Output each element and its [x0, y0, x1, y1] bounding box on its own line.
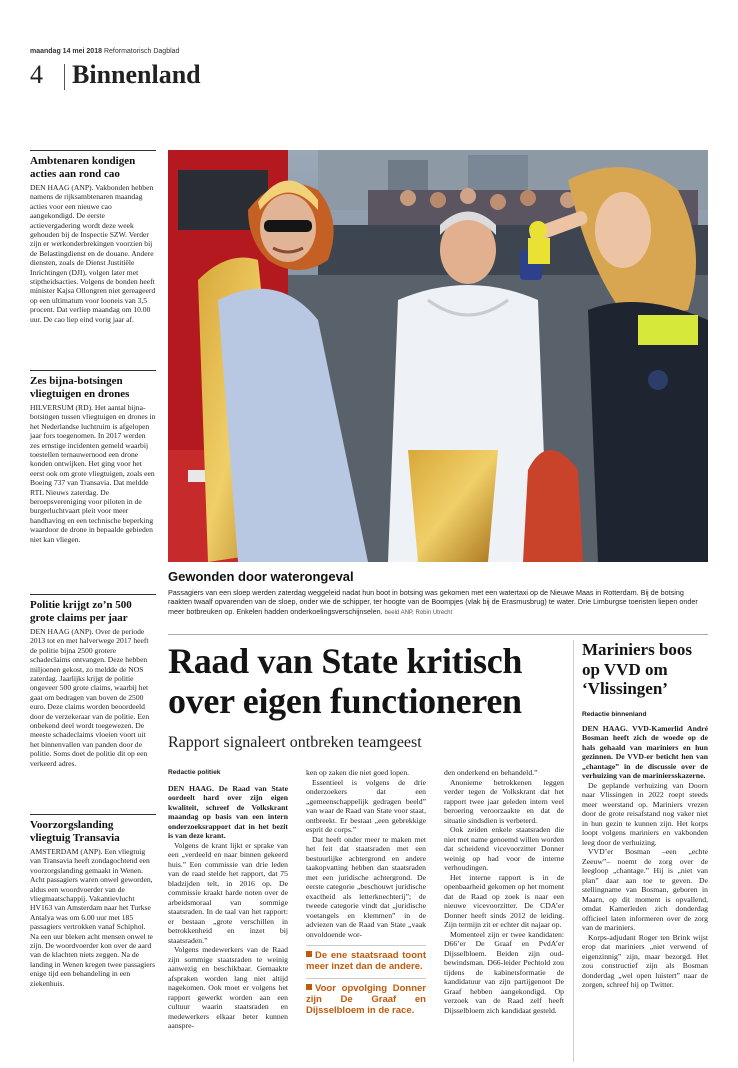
article-paragraph: Het interne rapport is in de openbaarheid gekomen op het moment dat de Raad op zoek is naar een nieuwe vicevoorzitter. De CDA’er Donner heeft sinds 2012 de leiding. Zijn termijn zit er echter dit najaar op. — [444, 872, 564, 929]
photo-illustration — [168, 150, 708, 562]
article-byline: Redactie politiek — [168, 769, 221, 776]
brief-title: Ambtenaren kondigen acties aan rond cao — [30, 155, 136, 180]
photo-title: Gewonden door waterongeval — [168, 569, 354, 584]
article-paragraph: Essentieel is volgens de drie onderzoekers dat een „gemeenschappelijk gedragen beeld” van waar de Raad van State voor staat, ontbreekt. Er bestaat „een gebrekkige esprit de corps.” — [306, 777, 426, 834]
brief-body: DEN HAAG (ANP). Over de periode 2013 tot en met halverwege 2017 heeft de politie bijna 2500 grotere schadeclaims ontvangen. Deze hebben miljoenen gekost, zo meldde de NOS zaterdag. Jaarlijks krijgt de politie ongeveer 500 grote claims, waarbij het gaat om bedragen van boven de 2500 euro. Deze claims worden beoordeeld door de verzekeraar van de politie. Een onbekend deel wordt toegewezen. De meeste schadeclaims vloeien voort uit het binnenvallen van panden door de politie. Soms doet de politie dit op een verkeerd adres. — [30, 627, 150, 768]
pull-quote — [306, 978, 426, 1016]
article-paragraph: den onderkend en behandeld.” — [444, 768, 538, 777]
photo-caption — [168, 588, 708, 618]
news-photo — [168, 150, 708, 562]
column-divider — [573, 640, 574, 1062]
divider — [168, 634, 708, 635]
article-paragraph: Momenteel zijn er twee kandidaten: D66’er De Graaf en PvdA’er Dijsselbloem. Beiden zijn oud-bewindsman. D66-leider Pechtold zou tijdens de kabinetsformatie de kandidatuur van zijn partijgenoot De Graaf hebben aangekondigd. Op verzoek van de Raad zelf heeft Dijsselbloem zich kandidaat gesteld. — [444, 929, 564, 1015]
article-paragraph: Anonieme betrokkenen leggen verder tegen de Volkskrant dat het rapport twee jaar geleden intern veel beroering veroorzaakte en dat de situatie sindsdien is verbeterd. — [444, 777, 564, 825]
article-lead: DEN HAAG. De Raad van State oordeelt hard over zijn eigen kwaliteit, schreef de Volkskrant maandag op basis van een intern onderzoeksrapport dat in het bezit is van deze krant. — [168, 783, 288, 840]
page-number: 4 — [30, 60, 43, 89]
brief-item — [30, 150, 156, 368]
side-headline: Mariniers boos op VVD om ‘Vlissingen’ — [582, 640, 693, 698]
side-article — [582, 640, 708, 990]
pull-quote-text: Voor opvolging Donner zijn De Graaf en Dijsselbloem in de race. — [306, 983, 426, 1016]
pull-quote — [306, 945, 426, 972]
article-paragraph: ken op zaken die niet goed lopen. — [306, 768, 410, 777]
photo-caption-text: Passagiers van een sloep werden zaterdag weggeleid nadat hun boot in botsing was gekomen met een watertaxi op de Nieuwe Maas in Rotterdam. Bij de botsing raakten twaalf opvarenden van de sloep, onder wie de schipper, ter hoogte van de Boompjes (vlak bij de Erasmusbrug) te water. Drie Limburgse toeristen liepen onder meer botbreuken op. Enkelen hadden onderkoelingsverschijnselen. — [168, 588, 698, 616]
article-paragraph: Ook zeiden enkele staatsraden die niet met name genoemd willen worden dat scheidend vicevoorzitter Donner weinig op had voor de interne verhoudingen. — [444, 825, 564, 872]
date: maandag 14 mei 2018 — [30, 48, 102, 55]
brief-title: Voorzorgslanding vliegtuig Transavia — [30, 819, 120, 844]
brief-item — [30, 814, 156, 1014]
article-paragraph: Volgens medewerkers van de Raad zijn sommige staatsraden te weinig aanwezig en beschikbaar. Gemaakte afspraken worden lang niet altijd nagekomen. Ook moet er volgens het rapport gewerkt worden aan een cultuur waarin staatsraden en medewerkers elkaar beter kunnen aanspre- — [168, 945, 288, 1030]
brief-title: Politie krijgt zo’n 500 grote claims per jaar — [30, 599, 132, 624]
side-lead: DEN HAAG. VVD-Kamerlid André Bosman heeft zich de woede op de hals gehaald van mariniers en hun gezinnen. De VVD-er beticht hen van „chantage” in de discussie over de verhuizing van de mariniersskazerne. — [582, 723, 708, 780]
pull-quote-text: De ene staatsraad toont meer inzet dan de andere. — [306, 950, 426, 972]
brief-item — [30, 370, 156, 592]
dateline — [30, 48, 179, 55]
article-column-2 — [306, 768, 426, 1022]
side-body — [582, 724, 708, 990]
side-byline: Redactie binnenland — [582, 710, 647, 718]
side-paragraph: Korps-adjudant Roger ten Brink wijst erop dat mariniers „niet verwend of eigenzinnig” zijn, maar bezorgd. Het zou constructief zijn als Bosman donderdag „wel open luistert” naar de zorgen, schreef hij op Twitter. — [582, 932, 708, 989]
brief-title: Zes bijna-botsingen vliegtuigen en drones — [30, 375, 130, 400]
article-paragraph: Volgens de krant lijkt er sprake van een „verdeeld en naar binnen gekeerd huis.” Een commissie van drie leden van de raad stelde het rapport, dat 75 bladzijden telt, in 2016 op. De commissie kraakt harde noten over de arbeidsmoraal van sommige staatsraden. In de taal van het rapport: er bestaan „grote verschillen in betrokkenheid en inzet bij staatsraden.” — [168, 840, 288, 945]
side-paragraph: VVD’er Bosman –een „echte Zeeuw”– noemt de zorg over de leegloop „chantage.” Hij is „niet van plan” daar aan toe te geven. De stellingname van Bosman, geboren in Maarn, op dit moment is opvallend, omdat Kamerleden zich donderdag officieel laten informeren over de zorg van de mariniers. — [582, 847, 708, 932]
section-title: Binnenland — [72, 60, 201, 89]
main-subhead: Rapport signaleert ontbreken teamgeest — [168, 734, 422, 751]
main-headline: Raad van State kritisch over eigen functioneren — [168, 641, 523, 721]
brief-body: DEN HAAG (ANP). Vakbonden hebben namens de rijksambtenaren maandag acties voor een nieuwe cao aangekondigd. De eerste actievergadering wordt deze week gehouden bij de Inspectie SZW. Verder zijn er werkonderbrekingen voorzien bij de Belastingdienst en de douane. Andere diensten, zoals de Dienst Justitiële Inrichtingen (DJI), volgen later met stiptheidsacties. Volgens de bonden heeft minister Kajsa Ollongren niet gereageerd op een ultimatum voor looneis van 3,5 procent. Dat verliep maandag om 10.00 uur. De cao liep eind vorig jaar af. — [30, 183, 156, 324]
square-icon — [306, 951, 312, 957]
brief-item — [30, 594, 156, 812]
paper-name: Reformatorisch Dagblad — [103, 48, 180, 55]
article-column-3 — [444, 768, 564, 1015]
side-paragraph: De geplande verhuizing van Doorn naar Vlissingen in 2022 roept steeds meer weerstand op. Mariniers vrezen door de grote reisafstand nog vaker niet in hun gezin te kunnen zijn. Het korps loopt volgens mariniers en vakbonden leeg door de verhuizing. — [582, 780, 708, 847]
brief-body: AMSTERDAM (ANP). Een vliegtuig van Transavia heeft zondagochtend een voorzorgslanding gemaakt in Wenen. Acht passagiers waren onwel geworden, aldus een woordvoerder van de vliegmaatschappij. Vakantievlucht HV163 van Amsterdam naar het Turkse Antalya was om 6.00 uur met 185 passagiers vertrokken vanaf Schiphol. Na een uur bleken acht mensen onwel te zijn. De woordvoerder kon over de aard van de klachten niets zeggen. Na de landing in Wenen kregen twee passagiers enige tijd een behandeling in een ziekenhuis. — [30, 847, 156, 988]
photo-credit: beeld ANP, Robin Utrecht — [384, 609, 453, 616]
article-paragraph: Dat heeft onder meer te maken met het feit dat staatsraden met een bestuurlijke achtergrond en andere taakopvatting hebben dan staatsraden met een juridische achtergrond. De eerste categorie „beschouwt juridische exactheid als letterknechterij”; de tweede categorie vindt dat „juridische voetangels en klemmen” in de adviezen van de Raad van State „vaak onvoldoende wor- — [306, 834, 426, 939]
section-divider — [64, 64, 65, 90]
article-column-1 — [168, 768, 288, 1031]
brief-body: HILVERSUM (RD). Het aantal bijna-botsingen tussen vliegtuigen en drones in het Nederlandse luchtruim is afgelopen jaar fors toegenomen. In 2017 werden zes ernstige incidenten gemeld waarbij toestellen ternauwernood een drone konden ontwijken. Het ging voor het eerst ook om grote vliegtuigen, zoals een Boeing 737 van Transavia. Dat meldde RTL Nieuws zaterdag. De beroepsvereniging voor piloten in de burgerluchtvaart pleit voor meer handhaving en een technische beperking waardoor de drone in bepaalde gebieden niet kan vliegen. — [30, 403, 156, 544]
square-icon — [306, 984, 312, 990]
